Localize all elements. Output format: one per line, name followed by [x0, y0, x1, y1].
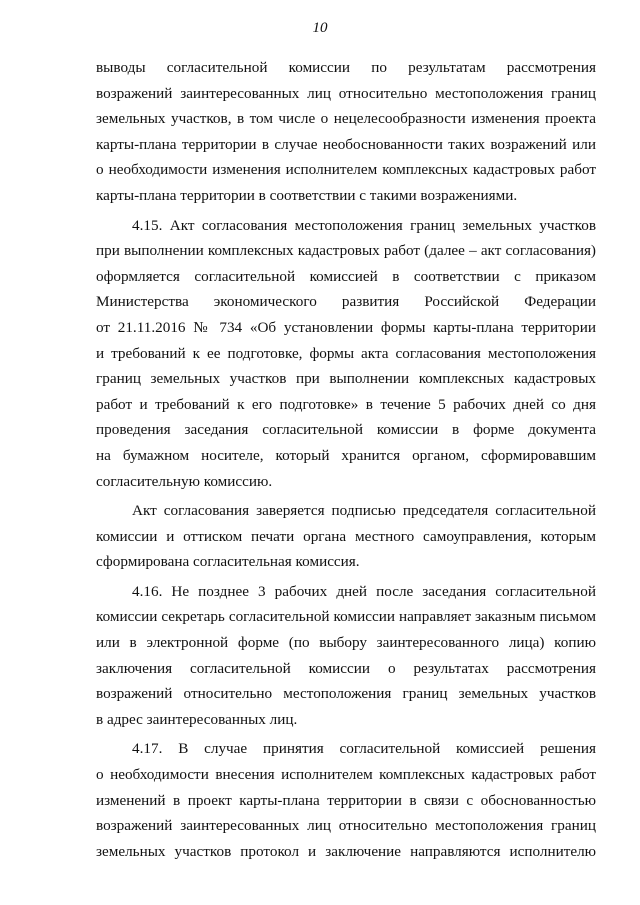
- text-line: о необходимости изменения исполнителем комплексных кадастровых работ: [96, 161, 596, 179]
- paragraph-4-16: [96, 579, 596, 733]
- text-line: земельных участков протокол и заключение направляются исполнителю: [96, 842, 596, 860]
- paragraph-continuation: [96, 55, 596, 209]
- paragraph-4-17: [96, 736, 596, 864]
- text-line: границ земельных участков при выполнении комплексных кадастровых: [96, 370, 596, 388]
- text-line: проведения заседания согласительной комиссии в форме документа: [96, 421, 596, 439]
- text-line: при выполнении комплексных кадастровых работ (далее – акт согласования): [96, 242, 596, 260]
- text-line: заключения согласительной комиссии о результатах рассмотрения: [96, 659, 596, 677]
- paragraph-4-15: [96, 213, 596, 495]
- text-line: карты-плана территории в случае необоснованности таких возражений или: [96, 135, 596, 153]
- text-line: 4.16. Не позднее 3 рабочих дней после заседания согласительной: [132, 582, 596, 600]
- text-line: изменений в проект карты-плана территории в связи с обоснованностью: [96, 791, 596, 809]
- page-number: 10: [312, 20, 328, 36]
- document-body: [96, 55, 596, 864]
- text-line: о необходимости внесения исполнителем комплексных кадастровых работ: [96, 766, 596, 784]
- text-line: или в электронной форме (по выбору заинтересованного лица) копию: [96, 634, 596, 652]
- text-line: комиссии и оттиском печати органа местного самоуправления, которым: [96, 527, 596, 545]
- text-line: Акт согласования заверяется подписью председателя согласительной: [132, 502, 596, 520]
- text-line: комиссии секретарь согласительной комиссии направляет заказным письмом: [96, 608, 596, 626]
- text-line: возражений заинтересованных лиц относительно местоположения границ: [96, 84, 596, 102]
- text-line: 4.15. Акт согласования местоположения границ земельных участков: [132, 216, 596, 234]
- text-line: карты-плана территории в соответствии с такими возражениями.: [96, 186, 518, 204]
- text-line: 4.17. В случае принятия согласительной комиссией решения: [132, 740, 596, 758]
- text-line: на бумажном носителе, который хранится органом, сформировавшим: [96, 446, 596, 464]
- text-line: от 21.11.2016 № 734 «Об установлении формы карты-плана территории: [96, 318, 596, 336]
- text-line: оформляется согласительной комиссией в соответствии с приказом: [96, 267, 596, 285]
- text-line: сформирована согласительная комиссия.: [96, 553, 360, 571]
- text-line: возражений относительно местоположения границ земельных участков: [96, 685, 596, 703]
- text-line: и требований к ее подготовке, формы акта согласования местоположения: [96, 344, 596, 362]
- text-line: выводы согласительной комиссии по результатам рассмотрения: [96, 59, 596, 76]
- text-line: согласительную комиссию.: [96, 472, 273, 490]
- text-line: Министерства экономического развития Российской Федерации: [96, 293, 596, 311]
- text-line: земельных участков, в том числе о нецелесообразности изменения проекта: [96, 110, 596, 128]
- text-line: работ и требований к его подготовке» в течение 5 рабочих дней со дня: [96, 395, 596, 413]
- text-line: в адрес заинтересованных лиц.: [96, 710, 298, 728]
- text-line: возражений заинтересованных лиц относительно местоположения границ: [96, 817, 596, 835]
- paragraph-act-certification: [96, 498, 596, 575]
